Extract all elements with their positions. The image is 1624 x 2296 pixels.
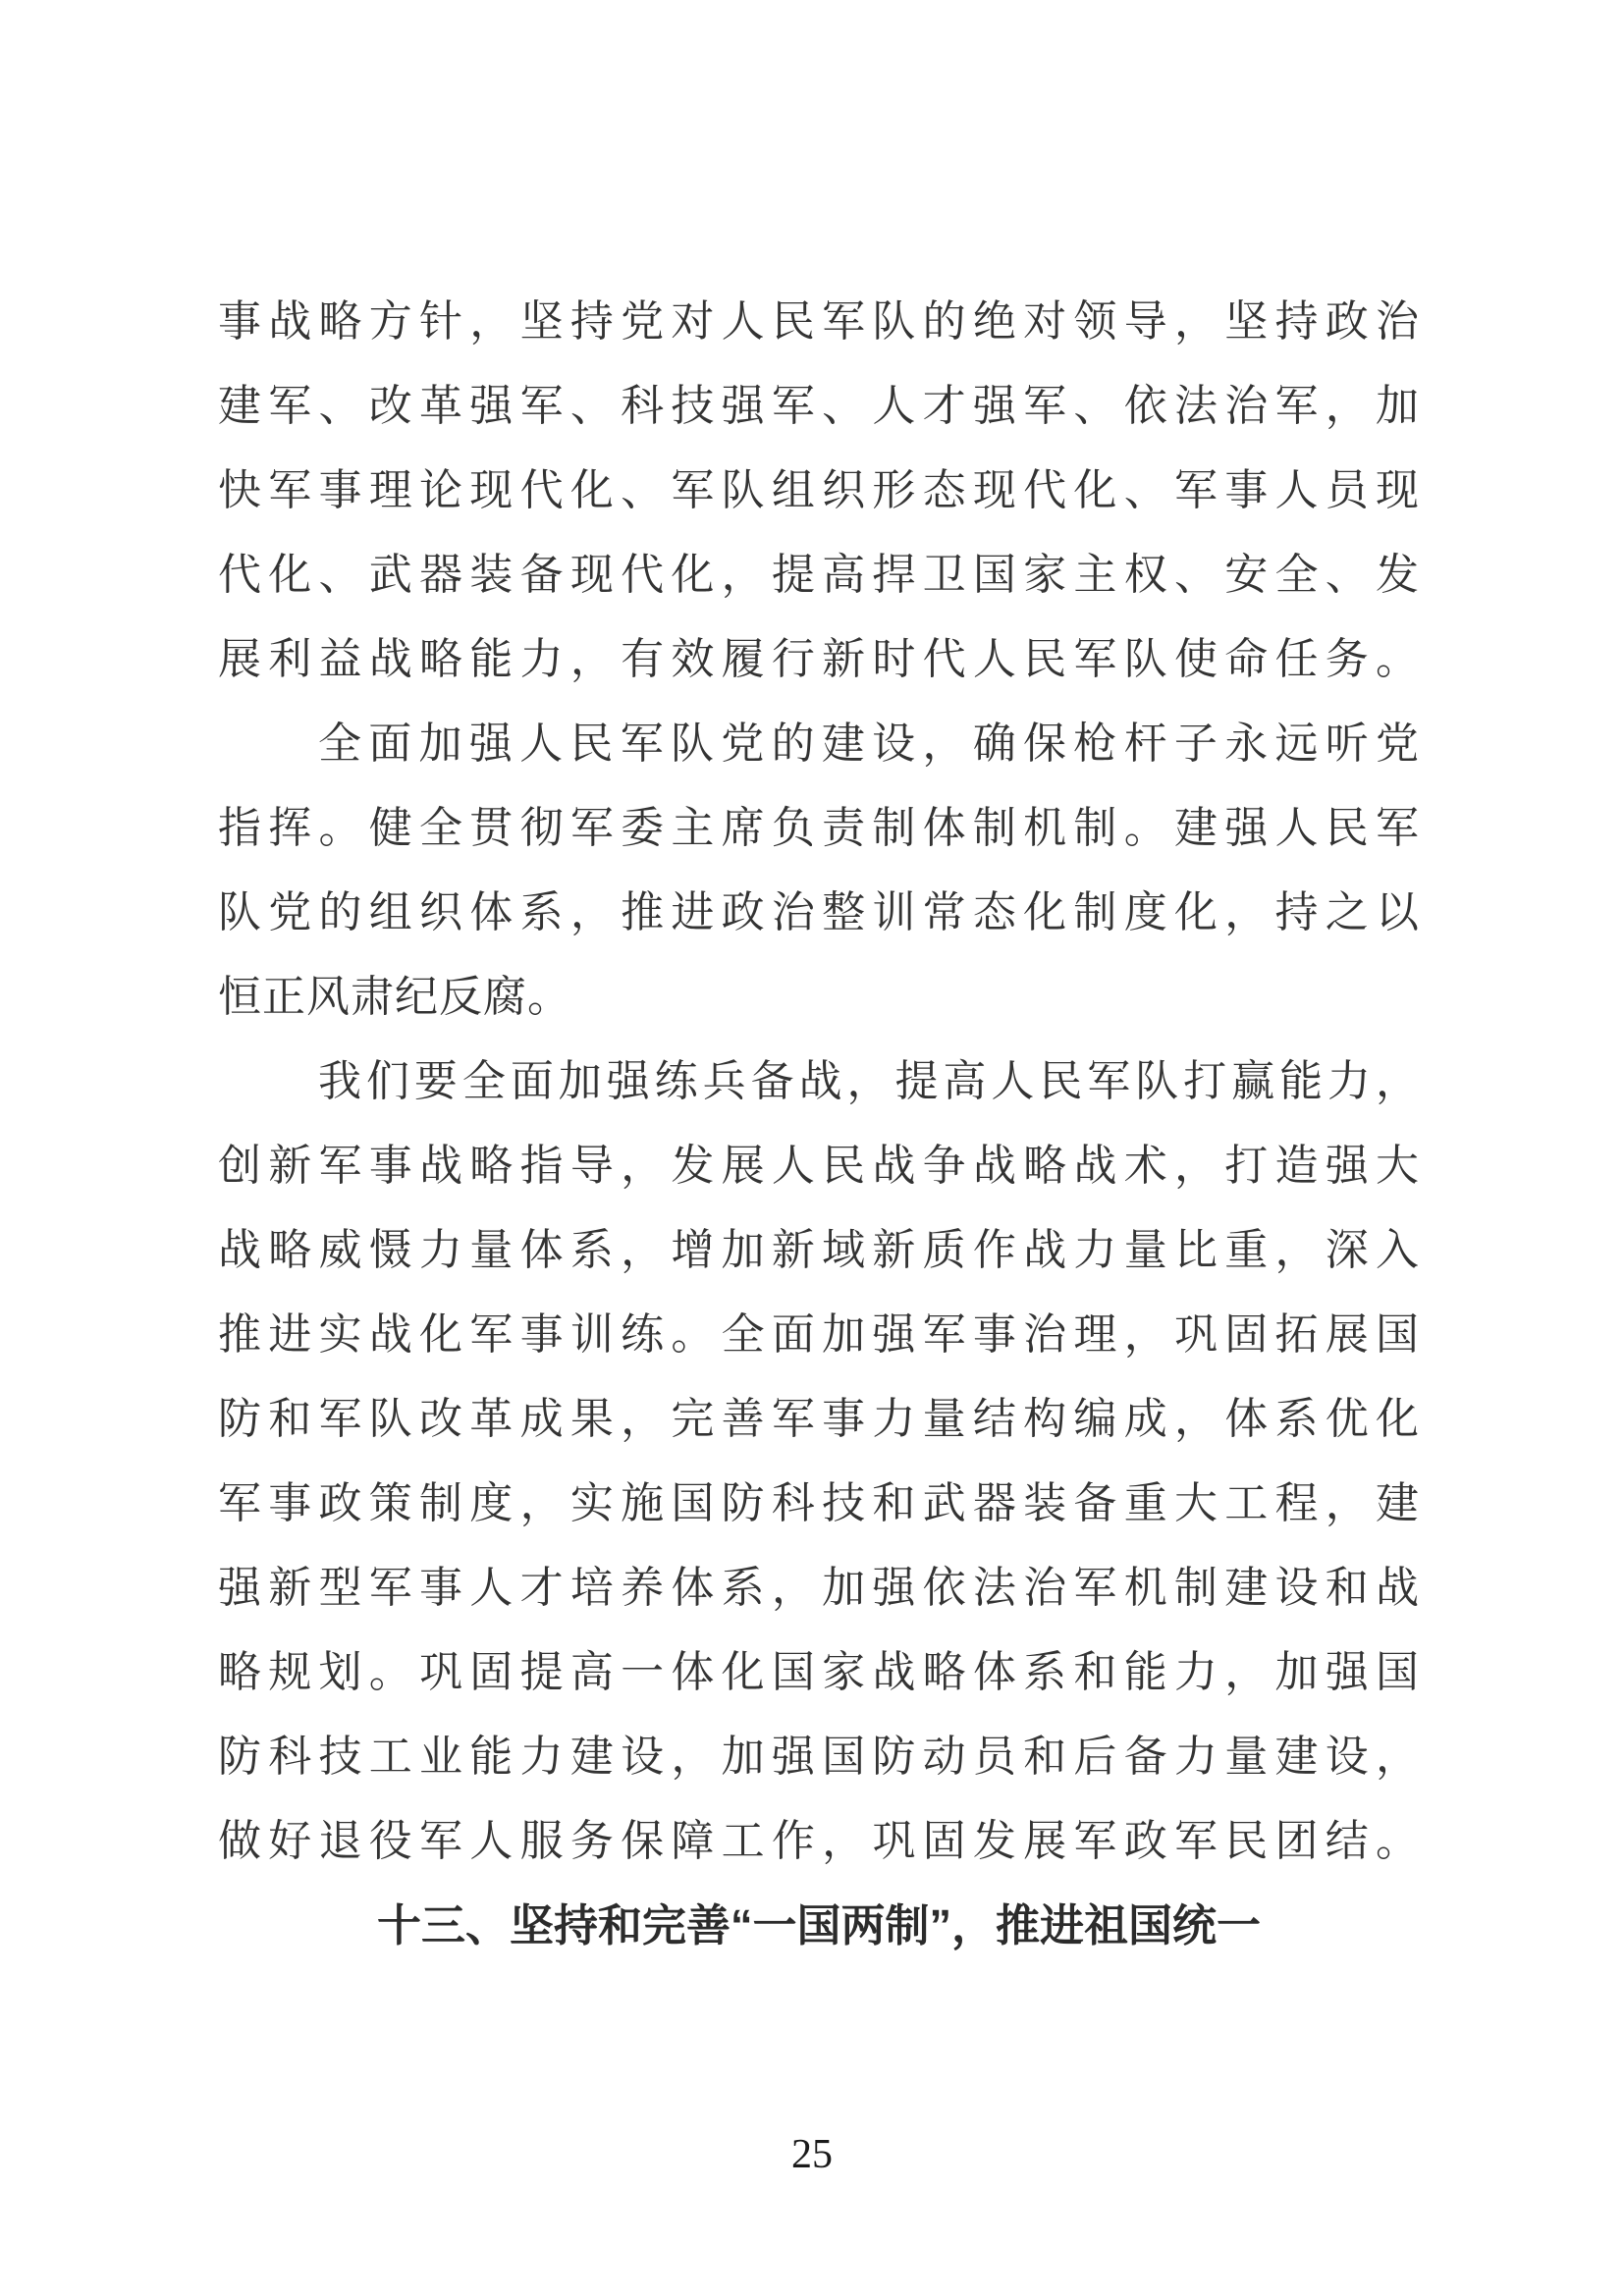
body-text [218, 280, 1420, 1968]
text-line: 军事政策制度，实施国防科技和武器装备重大工程，建 [218, 1479, 1420, 1527]
text-line: 事战略方针，坚持党对人民军队的绝对领导，坚持政治 [218, 297, 1420, 346]
text-line: 展利益战略能力，有效履行新时代人民军队使命任务。 [218, 635, 1420, 683]
text-line: 防科技工业能力建设，加强国防动员和后备力量建设， [218, 1733, 1420, 1781]
text-line: 我们要全面加强练兵备战，提高人民军队打赢能力， [318, 1057, 1420, 1105]
text-line: 做好退役军人服务保障工作，巩固发展军政军民团结。 [218, 1817, 1420, 1865]
text-line: 创新军事战略指导，发展人民战争战略战术，打造强大 [218, 1142, 1420, 1190]
text-line: 快军事理论现代化、军队组织形态现代化、军事人员现 [218, 466, 1420, 514]
text-line: 建军、改革强军、科技强军、人才强军、依法治军，加 [218, 382, 1420, 430]
text-line: 指挥。健全贯彻军委主席负责制体制机制。建强人民军 [218, 804, 1420, 852]
text-line: 防和军队改革成果，完善军事力量结构编成，体系优化 [218, 1395, 1420, 1443]
text-line: 队党的组织体系，推进政治整训常态化制度化，持之以 [218, 888, 1420, 936]
text-line: 推进实战化军事训练。全面加强军事治理，巩固拓展国 [218, 1310, 1420, 1359]
page-number: 25 [791, 2132, 833, 2177]
text-line: 略规划。巩固提高一体化国家战略体系和能力，加强国 [218, 1648, 1420, 1696]
section-heading: 十三、坚持和完善“一国两制”，推进祖国统一 [376, 1900, 1261, 1950]
text-line: 全面加强人民军队党的建设，确保枪杆子永远听党 [318, 720, 1420, 768]
text-line: 恒正风肃纪反腐。 [218, 973, 571, 1021]
text-line: 战略威慑力量体系，增加新域新质作战力量比重，深入 [218, 1226, 1420, 1274]
text-line: 强新型军事人才培养体系，加强依法治军机制建设和战 [218, 1564, 1420, 1612]
text-line: 代化、武器装备现代化，提高捍卫国家主权、安全、发 [218, 551, 1420, 599]
